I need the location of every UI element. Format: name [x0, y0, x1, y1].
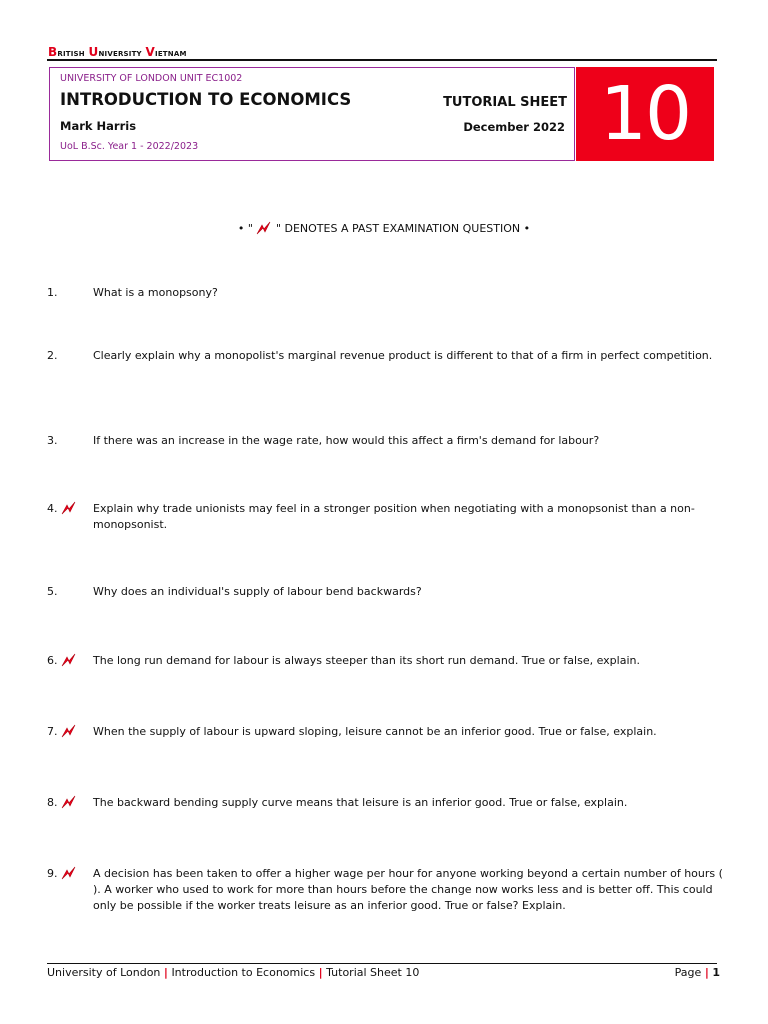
- question-text: If there was an increase in the wage rate, how would this affect a firm's demand for labour?: [93, 434, 600, 447]
- question-text: What is a monopsony?: [93, 286, 218, 299]
- lightning-bolt-icon: [61, 501, 77, 520]
- lightning-bolt-icon: [61, 653, 77, 672]
- footer-page: Page | 1: [674, 966, 720, 979]
- lightning-bolt-icon: [61, 724, 77, 743]
- question-number: 9.: [47, 866, 77, 885]
- lightning-bolt-icon: [61, 795, 77, 814]
- institution-name: British University Vietnam: [48, 45, 187, 59]
- header-rule: [47, 59, 717, 61]
- legend-prefix: • ": [237, 222, 253, 235]
- sheet-date: December 2022: [463, 120, 565, 134]
- unit-code: UNIVERSITY OF LONDON UNIT EC1002: [60, 73, 243, 84]
- sheet-number: 10: [599, 71, 691, 157]
- lightning-bolt-icon: [61, 866, 77, 885]
- page-number: 1: [712, 966, 720, 979]
- header-box: [49, 67, 575, 161]
- footer-rule: [47, 963, 717, 964]
- question-text: A decision has been taken to offer a higher wage per hour for anyone working beyond a certain number of hours ( ). A worker who used to work for more than hours before the change now works less and is better off. This could only be possible if the worker treats leisure as an inferior good. True or false? Explain.: [93, 867, 723, 912]
- sheet-number-box: [576, 67, 714, 161]
- question-text: When the supply of labour is upward sloping, leisure cannot be an inferior good. True or false, explain.: [93, 725, 657, 738]
- question-text: The backward bending supply curve means that leisure is an inferior good. True or false, explain.: [93, 796, 628, 809]
- question-number: 3.: [47, 434, 58, 447]
- lightning-bolt-icon: [256, 221, 272, 238]
- question-number: 1.: [47, 286, 58, 299]
- question-number: 2.: [47, 349, 58, 362]
- sheet-label: TUTORIAL SHEET: [443, 95, 567, 110]
- question-text: Explain why trade unionists may feel in a stronger position when negotiating with a monopsonist than a non-monopsonist.: [93, 502, 695, 531]
- author-name: Mark Harris: [60, 119, 137, 133]
- question-number: 5.: [47, 585, 58, 598]
- legend-suffix: " DENOTES A PAST EXAMINATION QUESTION •: [275, 222, 531, 235]
- question-number: 4.: [47, 501, 77, 520]
- question-number: 8.: [47, 795, 77, 814]
- footer-title: University of London | Introduction to Economics | Tutorial Sheet 10: [47, 966, 420, 979]
- question-text: Clearly explain why a monopolist's marginal revenue product is different to that of a firm in perfect competition.: [93, 349, 713, 362]
- academic-year: UoL B.Sc. Year 1 - 2022/2023: [60, 141, 199, 152]
- question-text: Why does an individual's supply of labour bend backwards?: [93, 585, 422, 598]
- question-number: 7.: [47, 724, 77, 743]
- question-text: The long run demand for labour is always steeper than its short run demand. True or false, explain.: [93, 654, 640, 667]
- question-number: 6.: [47, 653, 77, 672]
- course-title: INTRODUCTION TO ECONOMICS: [60, 90, 352, 109]
- past-exam-legend: [0, 221, 768, 238]
